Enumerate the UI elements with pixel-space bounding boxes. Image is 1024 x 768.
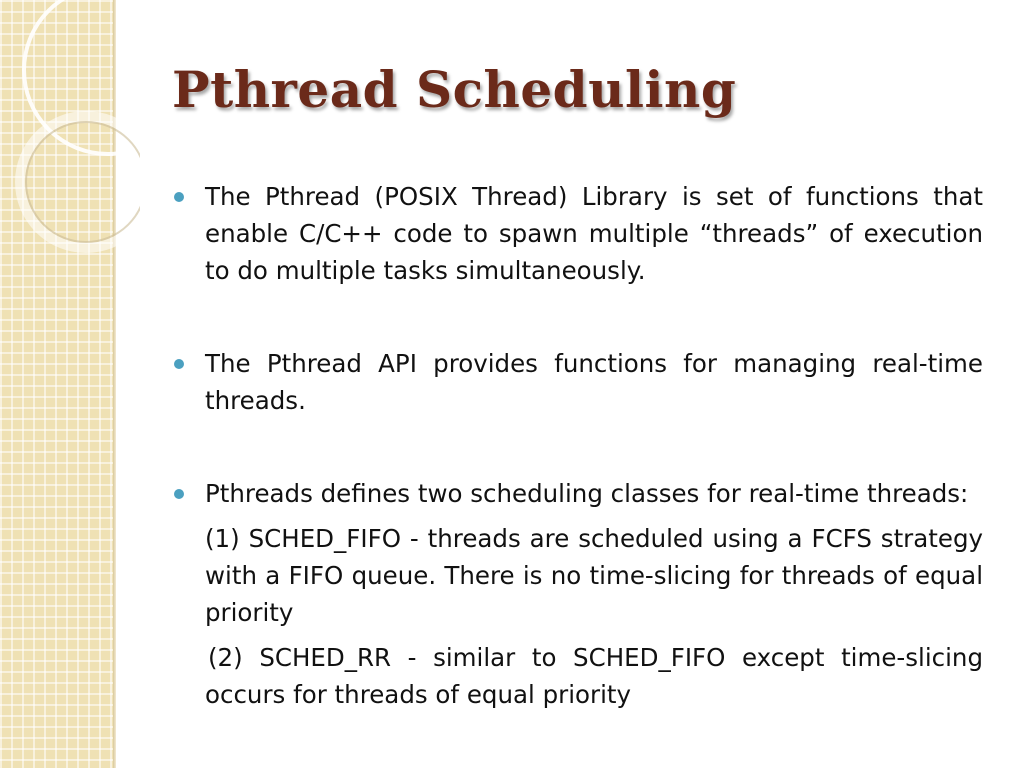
sub-item-sched-rr: (2) SCHED_RR - similar to SCHED_FIFO except time-slicing occurs for threads of equal priority [205, 643, 983, 709]
decorative-rings-icon [0, 0, 140, 260]
sub-item-sched-fifo: (1) SCHED_FIFO - threads are scheduled using a FCFS strategy with a FIFO queue. There is no time-slicing for threads of equal priority [205, 524, 983, 627]
bullet-list [205, 178, 983, 713]
bullet-item: The Pthread (POSIX Thread) Library is set of functions that enable C/C++ code to spawn multiple “threads” of execution to do multiple tasks simultaneously. [205, 178, 983, 289]
bullet-item: Pthreads defines two scheduling classes for real-time threads: [205, 475, 983, 512]
slide-title: Pthread Scheduling [172, 60, 737, 119]
bullet-item: The Pthread API provides functions for managing real-time threads. [205, 345, 983, 419]
